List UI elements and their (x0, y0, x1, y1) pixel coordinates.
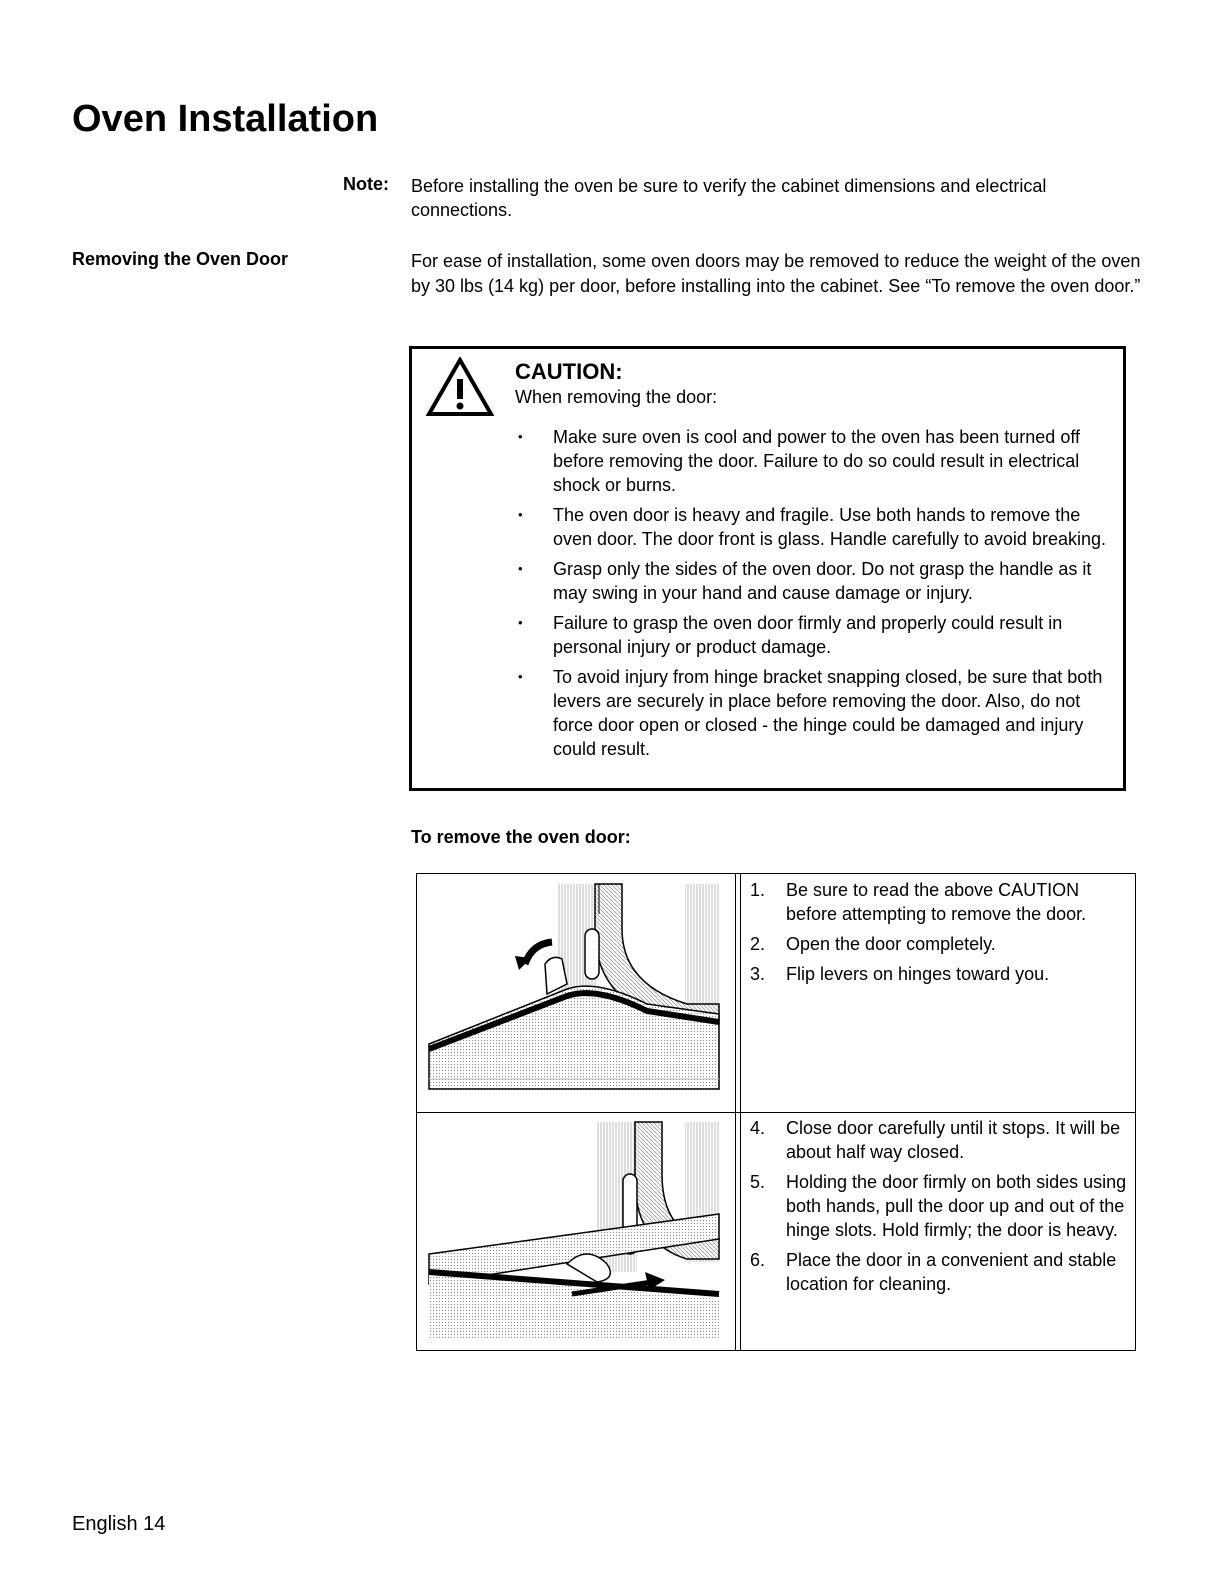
caution-item: • The oven door is heavy and fragile. Use both hands to remove the oven door. The door front is glass. Handle carefully to avoid breaking. (515, 503, 1110, 551)
steps-table (416, 873, 1136, 1351)
caution-item: • Make sure oven is cool and power to the oven has been turned off before removing the door. Failure to do so could result in electrical shock or burns. (515, 425, 1110, 497)
caution-item: • To avoid injury from hinge bracket snapping closed, be sure that both levers are securely in place before removing the door. Also, do not force door open or closed - the hinge could be damaged and injury could result. (515, 665, 1110, 761)
steps-heading: To remove the oven door: (411, 827, 631, 847)
page-title: Oven Installation (72, 98, 379, 140)
step-item: 3. Flip levers on hinges toward you. (750, 964, 1050, 984)
caution-list (515, 425, 1110, 767)
step-item: 6. Place the door in a convenient and stable location for cleaning. (750, 1250, 1117, 1294)
note-label: Note: (343, 174, 389, 194)
caution-box (409, 346, 1126, 791)
step-item: 2. Open the door completely. (750, 934, 996, 954)
warning-triangle-icon (426, 357, 494, 417)
caution-title: CAUTION: (515, 359, 623, 384)
page-footer: English 14 (72, 1513, 166, 1535)
caution-item: • Grasp only the sides of the oven door. Do not grasp the handle as it may swing in your hand and cause damage or injury. (515, 557, 1110, 605)
note-text: Before installing the oven be sure to verify the cabinet dimensions and electrical connections. (411, 176, 1047, 220)
hinge-lever-illustration (417, 874, 733, 1112)
caution-item: • Failure to grasp the oven door firmly and properly could result in personal injury or product damage. (515, 611, 1110, 659)
steps-list-b (750, 1116, 1130, 1302)
intro-paragraph: For ease of installation, some oven doors may be removed to reduce the weight of the oven by 30 lbs (14 kg) per door, before installing into the cabinet. See “To remove the oven door.” (411, 251, 1141, 296)
caution-subtitle: When removing the door: (515, 387, 718, 407)
section-heading: Removing the Oven Door (72, 249, 289, 269)
steps-list-a (750, 878, 1130, 992)
step-item: 5. Holding the door firmly on both sides using both hands, pull the door up and out of the hinge slots. Hold firmly; the door is heavy. (750, 1172, 1127, 1240)
step-item: 1. Be sure to read the above CAUTION before attempting to remove the door. (750, 880, 1087, 924)
step-item: 4. Close door carefully until it stops. It will be about half way closed. (750, 1118, 1121, 1162)
door-removal-illustration (417, 1114, 733, 1350)
